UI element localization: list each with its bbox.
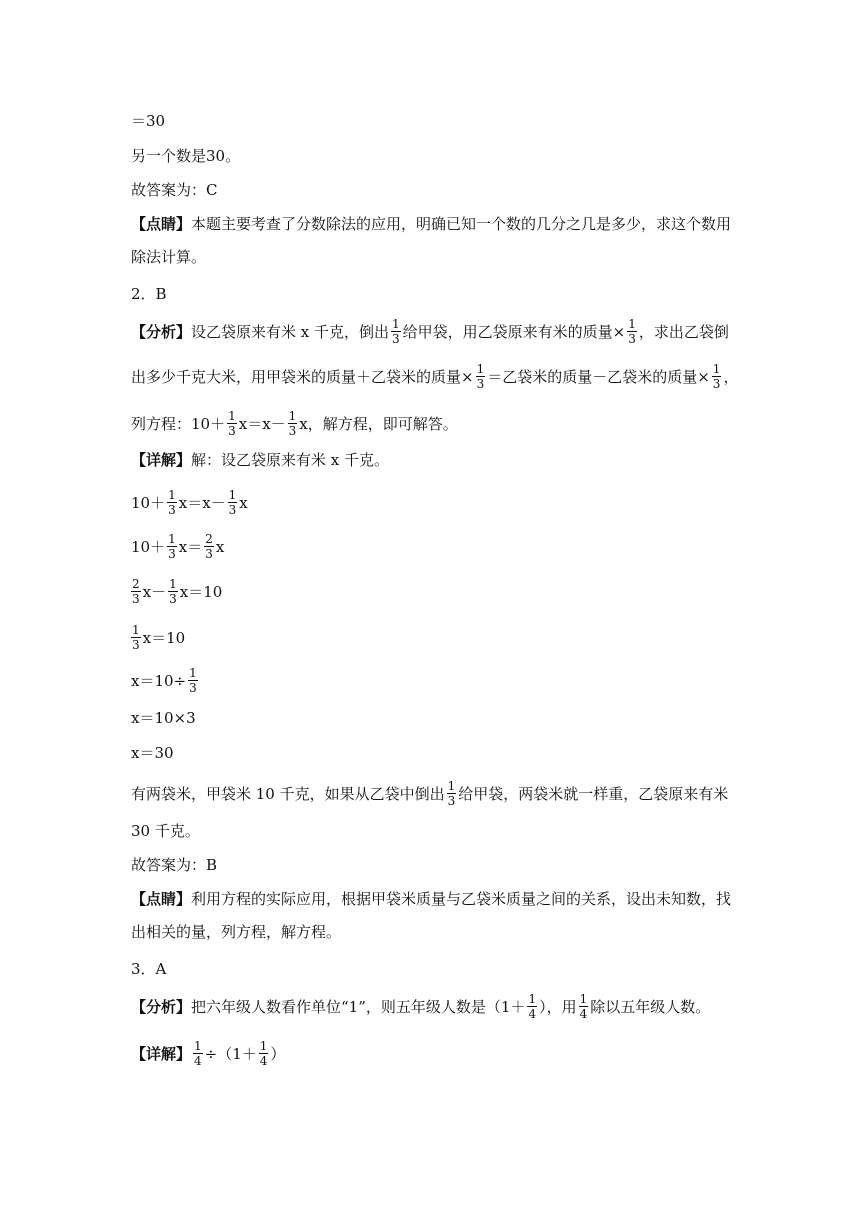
fraction: $\frac{1}{3}$ [168, 532, 176, 561]
equation-line: $\frac{2}{3}$ x－ $\frac{1}{3}$ x＝10 [132, 577, 223, 606]
fraction: $\frac{1}{3}$ [228, 409, 236, 438]
text-line: ＝30 [131, 112, 166, 130]
fraction: $\frac{1}{3}$ [392, 317, 400, 346]
fraction: $\frac{1}{3}$ [288, 409, 297, 438]
equation-line: $\frac{1}{3}$ x＝10 [132, 623, 186, 652]
text-line: 出多少千克大米，用甲袋米的质量＋乙袋米的质量× $\frac{1}{3}$ ＝乙袋米的质量－乙袋米的质量× $\frac{1}{3}$ ， [131, 362, 739, 391]
equation-line: x＝10×3 [131, 709, 196, 727]
fraction: $\frac{1}{4}$ [528, 992, 537, 1021]
fraction: $\frac{1}{3}$ [189, 666, 197, 695]
fraction: $\frac{1}{3}$ [228, 488, 237, 517]
text-line: 故答案为：B [131, 856, 218, 874]
equation-line: x＝10÷ $\frac{1}{3}$ [131, 666, 197, 695]
fraction: $\frac{1}{3}$ [132, 623, 140, 652]
text-line: 【点睛】 本题主要考查了分数除法的应用，明确已知一个数的几分之几是多少，求这个数用 [131, 215, 732, 233]
text-line: 另一个数是30。 [131, 147, 241, 165]
text-line: 出相关的量，列方程，解方程。 [131, 923, 342, 941]
text-line: 【详解】 解：设乙袋原来有米 x 千克。 [131, 451, 390, 469]
question-number: 3．A [131, 960, 167, 978]
fraction: $\frac{1}{4}$ [259, 1039, 268, 1068]
question-number: 2．B [131, 285, 167, 303]
equation-line: 10＋ $\frac{1}{3}$ x＝ $\frac{2}{3}$ x [131, 532, 225, 561]
fraction: $\frac{1}{3}$ [447, 779, 456, 808]
text-line: 【点睛】 利用方程的实际应用，根据甲袋米质量与乙袋米质量之间的关系，设出未知数，找 [131, 890, 732, 908]
fraction: $\frac{1}{4}$ [194, 1039, 202, 1068]
fraction: $\frac{1}{3}$ [168, 488, 176, 517]
fraction: $\frac{1}{3}$ [628, 317, 636, 346]
fraction: $\frac{1}{4}$ [579, 992, 588, 1021]
text-line: 【详解】 $\frac{1}{4}$ ÷（1＋ $\frac{1}{4}$ ） [131, 1039, 286, 1068]
equation-line: x＝30 [131, 744, 174, 762]
text-line: 【分析】 设乙袋原来有米 x 千克，倒出 $\frac{1}{3}$ 给甲袋，用乙袋原来有米的质量× $\frac{1}{3}$ ，求出乙袋倒 [131, 317, 729, 346]
text-line: 故答案为：C [131, 181, 218, 199]
fraction: $\frac{1}{3}$ [169, 577, 177, 606]
fraction: $\frac{2}{3}$ [132, 577, 140, 606]
equation-line: 10＋ $\frac{1}{3}$ x＝x－ $\frac{1}{3}$ x [131, 488, 248, 517]
fraction: $\frac{1}{3}$ [712, 362, 721, 391]
fraction: $\frac{2}{3}$ [205, 532, 213, 561]
text-line: 列方程：10＋ $\frac{1}{3}$ x＝x－ $\frac{1}{3}$ x，解方程，即可解答。 [131, 409, 458, 438]
text-line: 30 千克。 [131, 822, 200, 840]
text-line: 有两袋米，甲袋米 10 千克，如果从乙袋中倒出 $\frac{1}{3}$ 给甲袋，两袋米就一样重，乙袋原来有米 [131, 779, 729, 808]
fraction: $\frac{1}{3}$ [476, 362, 485, 391]
text-line: 除法计算。 [131, 248, 207, 266]
text-line: 【分析】 把六年级人数看作单位“1”，则五年级人数是（1＋ $\frac{1}{4}$ ），用 $\frac{1}{4}$ 除以五年级人数。 [131, 992, 711, 1021]
